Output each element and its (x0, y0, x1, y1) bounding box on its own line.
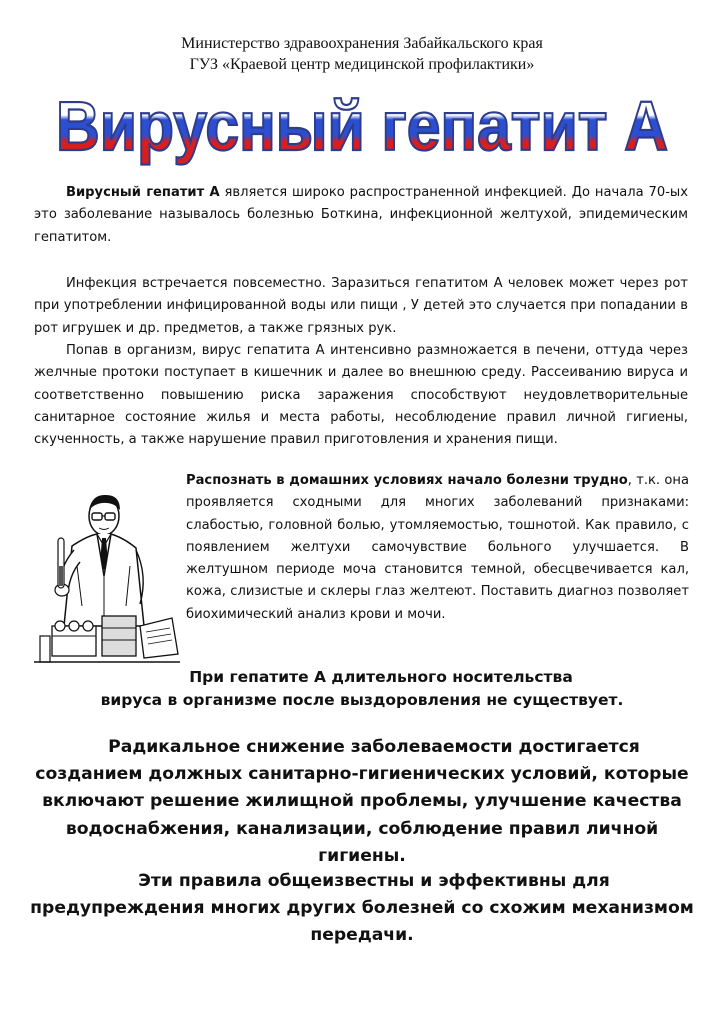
intro-paragraph (34, 182, 688, 249)
diagnosis-text: , т.к. она проявляется сходными для многих заболеваний признаками: слабостью, головной болью, утомляемостью, тошнотой. Как правило, с появлением желтухи самочувствие больного улучшается. В желтушном периоде моча становится темной, обесцвечивается кал, кожа, слизистые и склеры глаз желтеют. Поставить диагноз позволяет биохимический анализ крови и мочи. (186, 473, 689, 622)
diagnosis-paragraph (186, 470, 689, 626)
ministry-name: Министерство здравоохранения Забайкальского края (181, 35, 543, 52)
scientist-illustration (32, 486, 182, 672)
page-title: Вирусный гепатит А (56, 88, 668, 165)
title-banner (0, 88, 724, 168)
callout-line-1: При гепатите А длительного носительства (189, 668, 573, 686)
diagnosis-bold: Распознать в домашних условиях начало болезни трудно (186, 473, 628, 488)
transmission-paragraph: Инфекция встречается повсеместно. Заразиться гепатитом А человек может через рот при употреблении инфицированной воды или пищи , У детей это случается при попадании в рот игрушек и др. предметов, а также грязных рук. (34, 276, 688, 336)
callout-line-2: вируса в организме после выздоровления не существует. (100, 691, 624, 709)
intro-bold: Вирусный гепатит А (66, 185, 220, 200)
rules-paragraph: Эти правила общеизвестны и эффективны для предупреждения многих других болезней со схожим механизмом передачи. (30, 871, 694, 946)
spread-paragraph: Попав в организм, вирус гепатита А интенсивно размножается в печени, оттуда через желчные протоки поступает в кишечник и далее во внешнюю среду. Рассеиванию вируса и соответственно повышению риска заражения способствуют неудовлетворительные санитарное состояние жилья и места работы, несоблюдение правил личной гигиены, скученность, а также нарушение правил приготовления и хранения пищи. (34, 343, 688, 448)
organization-name: ГУЗ «Краевой центр медицинской профилактики» (189, 56, 535, 73)
prevention-paragraph: Радикальное снижение заболеваемости достигается созданием должных санитарно-гигиенических условий, которые включают решение жилищной проблемы, улучшение качества водоснабжения, канализации, соблюдение правил личной гигиены. (35, 737, 689, 866)
intro-text: является широко распространенной инфекцией. До начала 70-ых это заболевание называлось болезнью Боткина, инфекционной желтухой, эпидемическим гепатитом. (34, 185, 689, 245)
